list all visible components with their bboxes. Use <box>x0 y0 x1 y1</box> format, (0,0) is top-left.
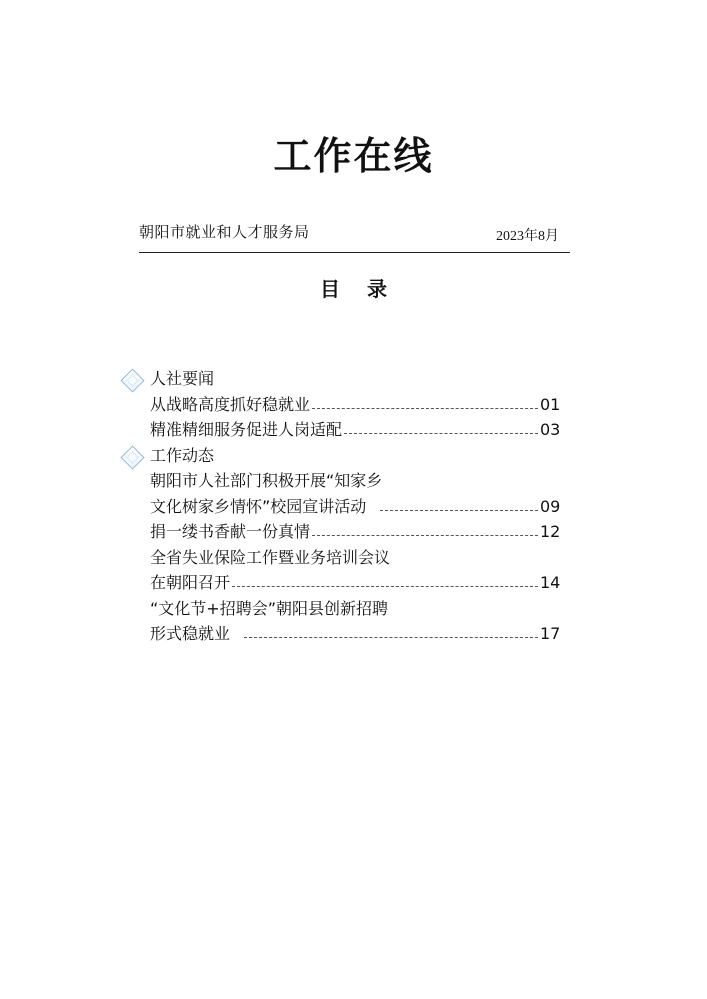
publication-title: 工作在线 <box>273 134 434 178</box>
entry-title: 精准精细服务促进人岗适配 <box>150 420 343 439</box>
page-number: 01 <box>540 394 561 414</box>
entry-title-line-2: 文化树家乡情怀”校园宣讲活动 <box>150 496 367 516</box>
dot-leader <box>232 586 538 587</box>
section-label: 工作动态 <box>150 445 215 465</box>
entry-title-line-1[interactable]: 全省失业保险工作暨业务培训会议 <box>150 547 391 567</box>
dot-leader <box>380 510 538 511</box>
toc-section-1 <box>120 366 560 392</box>
entry-title-line-2: 形式稳就业 <box>150 624 231 643</box>
dot-leader <box>244 637 538 638</box>
toc-entry[interactable] <box>120 494 560 520</box>
entry-title: 从战略高度抓好稳就业 <box>150 394 311 414</box>
page-number: 09 <box>540 496 561 516</box>
issue-date: 2023年8月 <box>496 229 559 244</box>
toc-entry[interactable] <box>120 417 560 443</box>
diamond-icon <box>120 368 144 392</box>
entry-title-line-1[interactable]: “文化节+招聘会”朝阳县创新招聘 <box>150 598 388 618</box>
section-label: 人社要闻 <box>150 369 215 388</box>
dot-leader <box>312 535 538 536</box>
organization-name: 朝阳市就业和人才服务局 <box>139 223 310 241</box>
page-number: 12 <box>540 522 561 541</box>
toc-entry[interactable] <box>120 519 560 545</box>
diamond-icon <box>120 445 144 469</box>
entry-title-line-2: 在朝阳召开 <box>150 573 231 592</box>
toc-entry[interactable] <box>120 621 560 647</box>
dot-leader <box>344 433 538 434</box>
toc-heading: 目 录 <box>320 277 397 301</box>
page-number: 17 <box>540 624 561 643</box>
dot-leader <box>312 408 538 409</box>
page-number: 03 <box>540 420 561 439</box>
entry-title-line-1[interactable]: 朝阳市人社部门积极开展“知家乡 <box>150 471 383 490</box>
table-of-contents <box>120 366 560 647</box>
page-number: 14 <box>540 573 561 592</box>
toc-section-2 <box>120 443 560 469</box>
toc-entry[interactable] <box>120 392 560 418</box>
toc-entry[interactable] <box>120 570 560 596</box>
header-divider <box>139 252 570 253</box>
entry-title: 捐一缕书香献一份真情 <box>150 522 311 541</box>
